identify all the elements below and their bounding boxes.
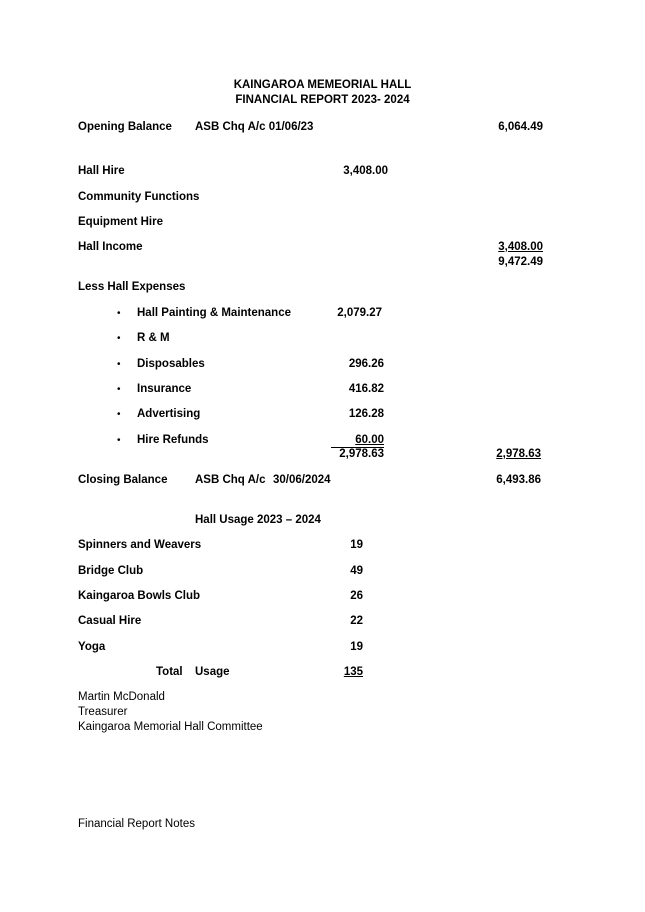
bullet-icon: • [117, 333, 121, 344]
expense-label: Disposables [137, 358, 205, 370]
bullet-icon: • [117, 359, 121, 370]
usage-row-label: Bridge Club [78, 565, 144, 577]
usage-heading: Hall Usage 2023 – 2024 [195, 514, 321, 526]
bullet-icon: • [117, 435, 121, 446]
expense-amount: 126.28 [348, 408, 384, 420]
usage-row-label: Kaingaroa Bowls Club [78, 590, 201, 602]
hall-income-amount: 3,408.00 [498, 241, 543, 253]
signature-name: Martin McDonald [78, 691, 165, 703]
closing-balance-date: 30/06/2024 [273, 474, 331, 486]
community-functions-label: Community Functions [78, 191, 200, 203]
usage-row-count: 22 [350, 615, 363, 627]
expenses-subtotal: 2,978.63 [339, 448, 384, 460]
usage-row-count: 49 [350, 565, 363, 577]
hall-hire-amount: 3,408.00 [343, 165, 388, 177]
bullet-icon: • [117, 409, 121, 420]
expense-label: Hire Refunds [137, 434, 209, 446]
signature-org: Kaingaroa Memorial Hall Committee [78, 721, 263, 733]
hall-hire-label: Hall Hire [78, 165, 125, 177]
report-title-line1: KAINGAROA MEMEORIAL HALL [233, 79, 412, 91]
expense-label: Advertising [137, 408, 201, 420]
usage-total-count: 135 [343, 666, 363, 678]
expense-amount: 2,079.27 [337, 307, 382, 319]
closing-balance-account: ASB Chq A/c [195, 474, 266, 486]
expenses-total: 2,978.63 [496, 448, 541, 460]
expense-amount: 296.26 [348, 358, 384, 370]
opening-balance-amount: 6,064.49 [498, 121, 543, 133]
usage-total-label: Total [156, 666, 183, 678]
bullet-icon: • [117, 384, 121, 395]
report-title-line2: FINANCIAL REPORT 2023- 2024 [235, 94, 410, 106]
opening-balance-label: Opening Balance [78, 121, 172, 133]
closing-balance-amount: 6,493.86 [496, 474, 541, 486]
expense-amount: 60.00 [355, 434, 384, 446]
usage-row-count: 19 [350, 641, 363, 653]
footer-notes: Financial Report Notes [78, 818, 195, 830]
expenses-heading: Less Hall Expenses [78, 281, 186, 293]
signature-role: Treasurer [78, 706, 128, 718]
usage-row-count: 26 [350, 590, 363, 602]
expense-amount: 416.82 [348, 383, 384, 395]
usage-row-label: Yoga [78, 641, 106, 653]
expense-label: Hall Painting & Maintenance [137, 307, 291, 319]
expense-label: Insurance [137, 383, 192, 395]
usage-row-count: 19 [350, 539, 363, 551]
usage-row-label: Spinners and Weavers [78, 539, 202, 551]
usage-total-label2: Usage [195, 666, 230, 678]
hall-income-label: Hall Income [78, 241, 143, 253]
usage-row-label: Casual Hire [78, 615, 142, 627]
running-total-amount: 9,472.49 [498, 256, 543, 268]
closing-balance-label: Closing Balance [78, 474, 168, 486]
opening-balance-account: ASB Chq A/c 01/06/23 [195, 121, 314, 133]
bullet-icon: • [117, 308, 121, 319]
equipment-hire-label: Equipment Hire [78, 216, 163, 228]
expense-label: R & M [137, 332, 170, 344]
